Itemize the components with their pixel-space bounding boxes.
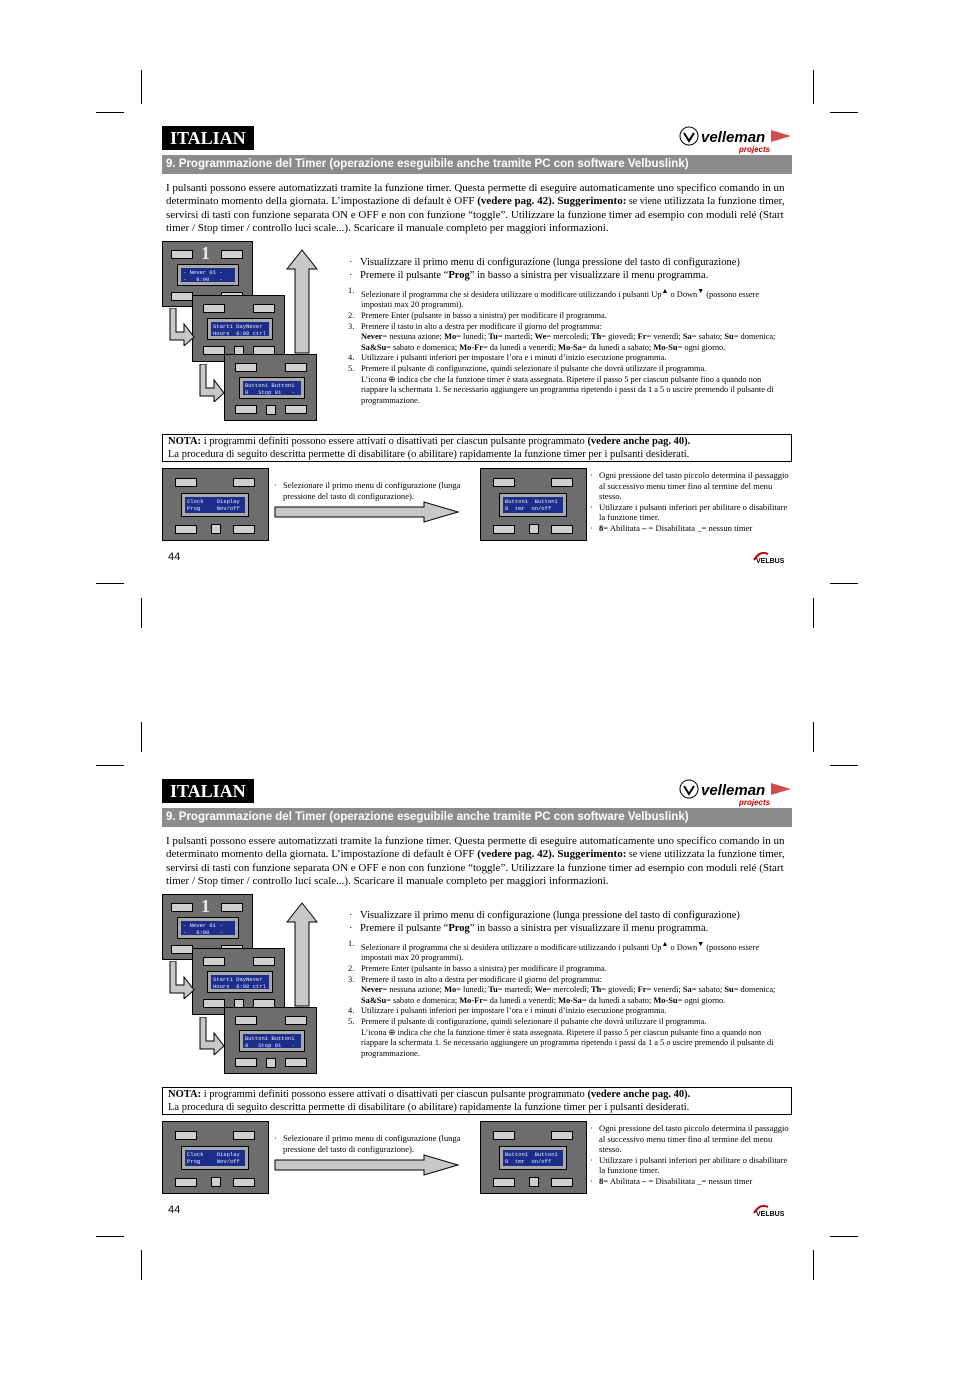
device-button xyxy=(551,525,573,534)
lcd-text: Button1 Button1 8 tmr on/off xyxy=(503,497,563,513)
lcd-display xyxy=(499,493,567,517)
up-arrow-icon: ▲ xyxy=(661,287,669,295)
velleman-logo xyxy=(679,124,792,158)
up-arrow-icon: ▲ xyxy=(661,940,669,948)
velbus-logo xyxy=(752,1203,790,1219)
device-screen-4 xyxy=(162,1121,269,1194)
device-button xyxy=(233,1131,255,1140)
crop-mark xyxy=(813,598,814,628)
lcd-display xyxy=(177,264,239,286)
step-3: 3. Premere il tasto in alto a destra per modificare il giorno del programma: Never= nessuna azione; Mo= lunedì; Tu= martedì; We= mercoledì; Th= giovedì; Fr= venerdì; Sa= sabato; Su= domenica; Sa&Su= sabato e domenica; Mo-Fr= da lunedì a venerdì; Mo-Sa= da lunedì a sabato; Mo-Su= ogni giorno. xyxy=(348,321,776,352)
device-button xyxy=(285,1016,307,1025)
lcd-text: Button1 Button1 8 tmr on/off xyxy=(503,1150,563,1166)
device-screen-3 xyxy=(224,354,317,421)
device-screen-3 xyxy=(224,1007,317,1074)
intro-bold: (vedere pag. 42). Suggerimento: xyxy=(477,848,627,861)
intro-text-2: utilizzata la funzione timer, servirsi di tasti con funzione separata ON e OFF e non con funzione “toggle”. Utilizzare la funzione timer ad esempio con moduli relé (Start timer / Stop timer / controllo luci scale...). Scaricare il manuale completo per maggiori informazioni. xyxy=(166,848,785,888)
device-button xyxy=(233,478,255,487)
device-button xyxy=(203,957,225,966)
crop-mark xyxy=(141,598,142,628)
device-button xyxy=(285,405,307,414)
language-label: ITALIAN xyxy=(162,126,254,150)
device-button xyxy=(235,1016,257,1025)
lcd-text: - Never 01 - - 8:00 - xyxy=(181,268,235,282)
lcd-display xyxy=(181,493,249,517)
down-arrow-icon: ▼ xyxy=(697,287,705,295)
bullet-item: · Visualizzare il primo menu di configurazione (lunga pressione del tasto di configurazione) xyxy=(349,909,789,922)
bullet-item: · Premere il pulsante “Prog” in basso a sinistra per visualizzare il menu programma. xyxy=(349,269,789,282)
device-screen-2 xyxy=(192,948,285,1015)
disabled-icon: – xyxy=(642,522,647,533)
lcd-text: Start1 DayNever Hours 8:00 ctrl xyxy=(211,322,269,336)
device-button xyxy=(253,957,275,966)
step-3: 3. Premere il tasto in alto a destra per modificare il giorno del programma: Never= nessuna azione; Mo= lunedì; Tu= martedì; We= mercoledì; Th= giovedì; Fr= venerdì; Sa= sabato; Su= domenica; Sa&Su= sabato e domenica; Mo-Fr= da lunedì a venerdì; Mo-Sa= da lunedì a sabato; Mo-Su= ogni giorno. xyxy=(348,974,776,1005)
device-button xyxy=(203,304,225,313)
arrow-icon xyxy=(166,961,196,999)
step-2: 2. Premere Enter (pulsante in basso a sinistra) per modificare il programma. xyxy=(348,963,607,973)
device-button xyxy=(233,1178,255,1187)
svg-text:VELBUS: VELBUS xyxy=(756,558,785,565)
device-button xyxy=(211,1177,221,1187)
crop-mark xyxy=(813,722,814,752)
bullet-list xyxy=(349,909,789,935)
device-button xyxy=(175,1131,197,1140)
device-button xyxy=(551,1131,573,1140)
arrow-right-icon xyxy=(274,1154,460,1176)
crop-mark xyxy=(141,1250,142,1280)
language-label: ITALIAN xyxy=(162,779,254,803)
sub-instruction-left: · Selezionare il primo menu di configurazione (lunga pressione del tasto di configurazione). xyxy=(274,480,464,501)
device-button xyxy=(493,1131,515,1140)
step-badge: 1 xyxy=(201,243,210,263)
device-button xyxy=(175,1178,197,1187)
step-5: 5. Premere il pulsante di configurazione, quindi selezionare il pulsante che dovrà utilizzare il programma. L’icona ⊕ indica che che la funzione timer è stata assegnata. Ripetere il passo 5 per ciascun pulsante fino a quando non riappare la schermata 1. Se necessario aggiungere un programma ripetendo i passi da 1 a 5 o uscire premendo il pulsante di programmazione. xyxy=(348,1016,774,1058)
arrow-right-icon xyxy=(274,501,460,523)
bullet-list xyxy=(349,256,789,282)
svg-text:VELBUS: VELBUS xyxy=(756,1211,785,1218)
page-number: 44 xyxy=(168,1204,181,1216)
crop-mark xyxy=(830,1236,858,1237)
device-button xyxy=(171,945,193,954)
crop-mark xyxy=(830,583,858,584)
device-screen-4 xyxy=(162,468,269,541)
step-list xyxy=(348,939,788,1059)
device-button xyxy=(253,304,275,313)
enabled-icon: 8 xyxy=(599,1175,604,1186)
sub-instruction-right: · Ogni pressione del tasto piccolo determina il passaggio al successivo menu timer fino al termine del menu stesso. · Utilizzare i pulsanti inferiori per abilitare o disabilitare la funzione timer. · 8= Abilitata – = Disabilitata _= nessun timer xyxy=(590,1123,790,1186)
device-button xyxy=(221,250,243,259)
intro-small: se viene xyxy=(626,849,662,861)
disabled-icon: – xyxy=(642,1175,647,1186)
nota-box: NOTA: i programmi definiti possono essere attivati o disattivati per ciascun pulsante programmato (vedere anche pag. 40). La procedura di seguito descritta permette di disabilitare (o abilitare) rapidamente la funzione timer per i pulsanti desiderati. xyxy=(162,434,792,462)
device-screen-2 xyxy=(192,295,285,362)
lcd-display xyxy=(207,318,273,340)
device-button xyxy=(175,525,197,534)
device-screen-5 xyxy=(480,1121,587,1194)
device-button xyxy=(171,292,193,301)
lcd-display xyxy=(499,1146,567,1170)
step-badge: 1 xyxy=(201,896,210,916)
crop-mark xyxy=(813,70,814,104)
timer-icon: ⊕ xyxy=(388,1027,396,1037)
bullet-item: · Visualizzare il primo menu di configurazione (lunga pressione del tasto di configurazione) xyxy=(349,256,789,269)
device-button xyxy=(171,250,193,259)
device-button xyxy=(529,524,539,534)
crop-mark xyxy=(141,722,142,752)
arrow-up-icon xyxy=(286,249,318,355)
lcd-text: Clock Display Prog Nov/off xyxy=(185,1150,245,1166)
device-button xyxy=(235,405,257,414)
step-list xyxy=(348,286,788,406)
device-button xyxy=(493,1178,515,1187)
step-5: 5. Premere il pulsante di configurazione, quindi selezionare il pulsante che dovrà utilizzare il programma. L’icona ⊕ indica che che la funzione timer è stata assegnata. Ripetere il passo 5 per ciascun pulsante fino a quando non riappare la schermata 1. Se necessario aggiungere un programma ripetendo i passi da 1 a 5 o uscire premendo il pulsante di programmazione. xyxy=(348,363,774,405)
lcd-text: Start1 DayNever Hours 8:00 ctrl xyxy=(211,975,269,989)
device-button xyxy=(551,478,573,487)
velleman-logo xyxy=(679,777,792,811)
intro-paragraph xyxy=(166,182,790,236)
arrow-icon xyxy=(196,1017,226,1055)
section-title: 9. Programmazione del Timer (operazione eseguibile anche tramite PC con software Velbuslink) xyxy=(162,155,792,174)
lcd-display xyxy=(207,971,273,993)
logo-text: velleman xyxy=(701,782,766,799)
device-button xyxy=(551,1178,573,1187)
sub-instruction-left: · Selezionare il primo menu di configurazione (lunga pressione del tasto di configurazione). xyxy=(274,1133,464,1154)
logo-subtext: projects xyxy=(739,145,771,154)
lcd-text: - Never 01 - - 8:00 - xyxy=(181,921,235,935)
arrow-icon xyxy=(166,308,196,346)
page-number: 44 xyxy=(168,551,181,563)
device-button xyxy=(203,346,225,355)
step-4: 4. Utilizzare i pulsanti inferiori per impostare l’ora e i minuti d’inizio esecuzione programma. xyxy=(348,1006,667,1016)
lcd-text: Button1 Button1 8 Stop 01 - xyxy=(243,381,301,395)
lcd-display xyxy=(177,917,239,939)
timer-icon: ⊕ xyxy=(388,374,396,384)
device-button xyxy=(211,524,221,534)
device-button xyxy=(235,1058,257,1067)
device-button xyxy=(493,525,515,534)
crop-mark xyxy=(96,1236,124,1237)
device-button xyxy=(235,363,257,372)
step-2: 2. Premere Enter (pulsante in basso a sinistra) per modificare il programma. xyxy=(348,310,607,320)
step-1: 1. Selezionare il programma che si desidera utilizzare o modificare utilizzando i pulsanti Up▲ o Down▼ (possono essere impostati max 20 programmi). xyxy=(348,286,760,310)
logo-text: velleman xyxy=(701,129,766,146)
enabled-icon: 8 xyxy=(599,522,604,533)
section-title: 9. Programmazione del Timer (operazione eseguibile anche tramite PC con software Velbuslink) xyxy=(162,808,792,827)
lcd-text: Clock Display Prog Nov/off xyxy=(185,497,245,513)
intro-text-2: utilizzata la funzione timer, servirsi di tasti con funzione separata ON e OFF e non con funzione “toggle”. Utilizzare la funzione timer ad esempio con moduli relé (Start timer / Stop timer / controllo luci scale...). Scaricare il manuale completo per maggiori informazioni. xyxy=(166,195,785,235)
crop-mark xyxy=(96,583,124,584)
crop-mark xyxy=(96,112,124,113)
bullet-item: · Premere il pulsante “Prog” in basso a sinistra per visualizzare il menu programma. xyxy=(349,922,789,935)
arrow-icon xyxy=(196,364,226,402)
device-screen-5 xyxy=(480,468,587,541)
manual-page xyxy=(162,126,792,726)
device-button xyxy=(266,405,276,415)
intro-bold: (vedere pag. 42). Suggerimento: xyxy=(477,195,627,208)
device-button xyxy=(285,1058,307,1067)
intro-small: se viene xyxy=(626,196,662,208)
device-button xyxy=(493,478,515,487)
lcd-display xyxy=(239,377,305,399)
intro-text: I pulsanti possono essere automatizzati tramite la funzione timer. Questa permette di eseguire automaticamente uno specifico comando in un determinato momento della giornata. L’impostazione di default è OFF xyxy=(166,835,785,861)
crop-mark xyxy=(141,70,142,104)
logo-subtext: projects xyxy=(739,798,771,807)
intro-text: I pulsanti possono essere automatizzati tramite la funzione timer. Questa permette di eseguire automaticamente uno specifico comando in un determinato momento della giornata. L’impostazione di default è OFF xyxy=(166,182,785,208)
device-button xyxy=(221,903,243,912)
arrow-up-icon xyxy=(286,902,318,1008)
velbus-logo xyxy=(752,550,790,566)
crop-mark xyxy=(813,1250,814,1280)
crop-mark xyxy=(830,112,858,113)
nota-box: NOTA: i programmi definiti possono essere attivati o disattivati per ciascun pulsante programmato (vedere anche pag. 40). La procedura di seguito descritta permette di disabilitare (o abilitare) rapidamente la funzione timer per i pulsanti desiderati. xyxy=(162,1087,792,1115)
intro-paragraph xyxy=(166,835,790,889)
lcd-display xyxy=(181,1146,249,1170)
crop-mark xyxy=(96,765,124,766)
lcd-display xyxy=(239,1030,305,1052)
device-button xyxy=(203,999,225,1008)
device-button xyxy=(529,1177,539,1187)
lcd-text: Button1 Button1 8 Stop 01 - xyxy=(243,1034,301,1048)
device-button xyxy=(285,363,307,372)
down-arrow-icon: ▼ xyxy=(697,940,705,948)
crop-mark xyxy=(830,765,858,766)
step-4: 4. Utilizzare i pulsanti inferiori per impostare l’ora e i minuti d’inizio esecuzione programma. xyxy=(348,353,667,363)
device-button xyxy=(171,903,193,912)
step-1: 1. Selezionare il programma che si desidera utilizzare o modificare utilizzando i pulsanti Up▲ o Down▼ (possono essere impostati max 20 programmi). xyxy=(348,939,760,963)
manual-page xyxy=(162,779,792,1379)
device-button xyxy=(266,1058,276,1068)
device-button xyxy=(175,478,197,487)
device-button xyxy=(233,525,255,534)
sub-instruction-right: · Ogni pressione del tasto piccolo determina il passaggio al successivo menu timer fino al termine del menu stesso. · Utilizzare i pulsanti inferiori per abilitare o disabilitare la funzione timer. · 8= Abilitata – = Disabilitata _= nessun timer xyxy=(590,470,790,533)
